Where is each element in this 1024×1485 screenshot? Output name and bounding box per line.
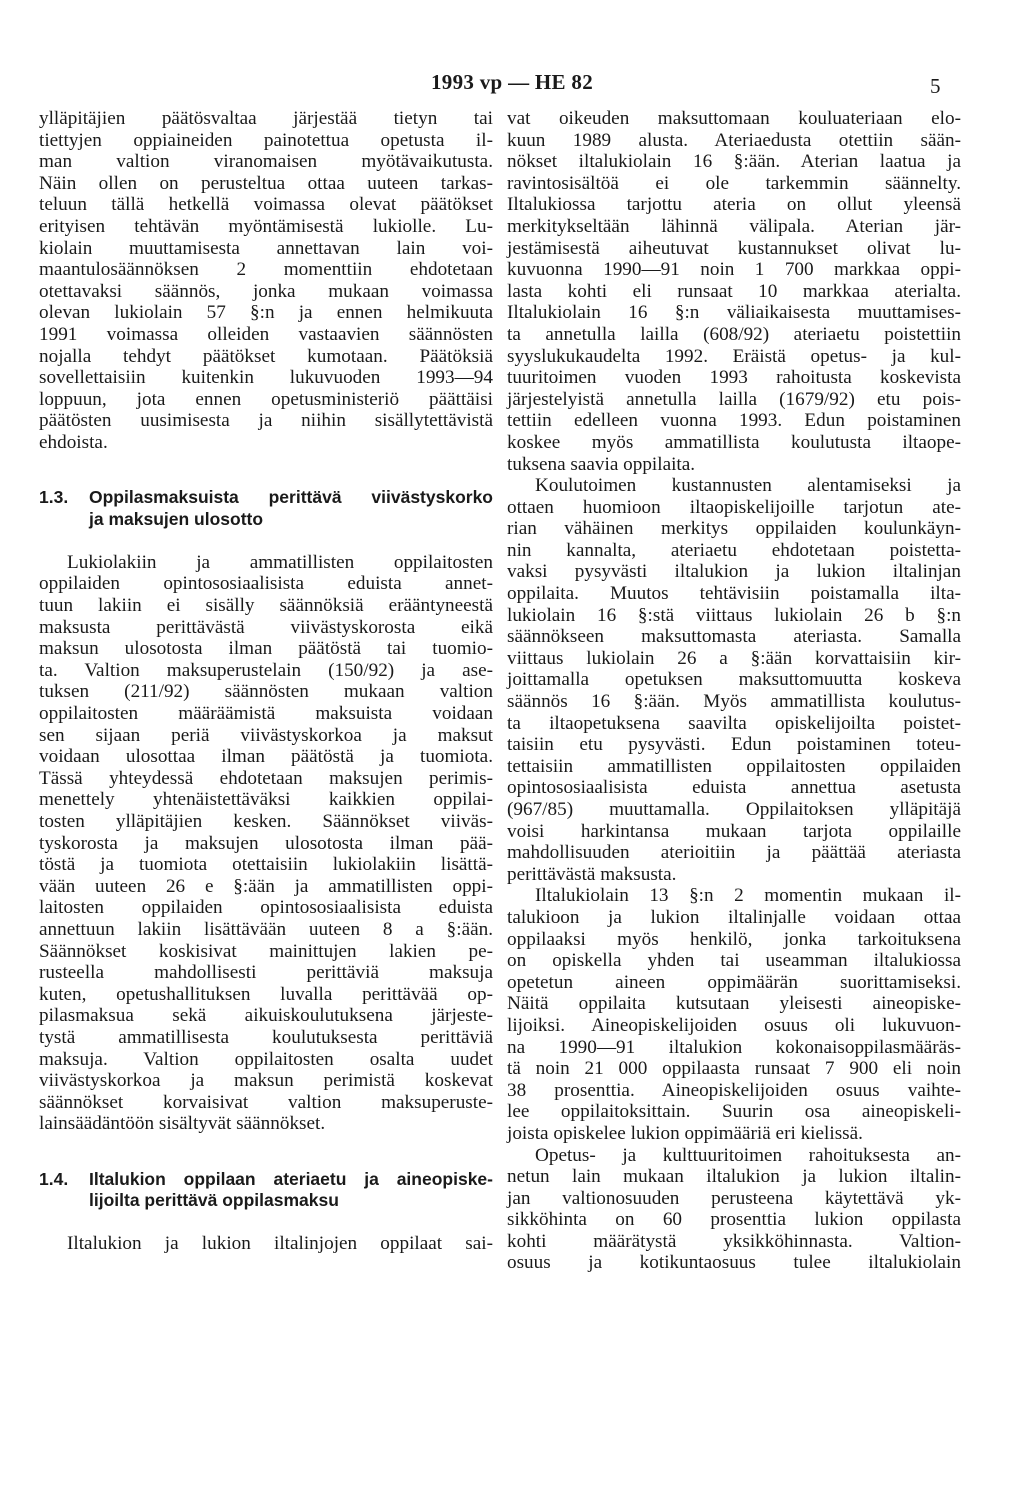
- section-number: 1.3.: [39, 487, 69, 508]
- section-title-line: Oppilasmaksuista perittävä viivästyskorko: [89, 487, 493, 508]
- text-line: Säännökset koskisivat mainittujen lakien pe-: [39, 940, 493, 962]
- text-line: säännös 16 §:ään. Myös ammatillista koulutus-: [507, 691, 961, 713]
- text-line: tuksena saavia oppilaita.: [507, 453, 696, 475]
- text-line: maksusta perittävästä viivästyskorosta eikä: [39, 616, 493, 638]
- text-line: (967/85) muuttamalla. Oppilaitoksen ylläpitäjä: [507, 799, 961, 820]
- text-line: maantulosäännöksen 2 momenttiin ehdotetaan: [39, 259, 493, 281]
- text-line: Opetus- ja kulttuuritoimen rahoituksesta an-: [535, 1144, 961, 1166]
- text-line: kuvuonna 1990—91 noin 1 700 markkaa oppi-: [507, 259, 961, 281]
- left-column: [39, 108, 493, 1255]
- left-paragraph-3: [39, 1233, 493, 1255]
- text-line: ehdoista.: [39, 431, 108, 453]
- text-line: Näin ollen on perusteltua ottaa uuteen tarkas-: [39, 172, 493, 194]
- text-line: tiettyjen oppiaineiden painotettua opetusta il-: [39, 129, 493, 151]
- text-line: ta annetulla lailla (608/92) ateriaetu poistettiin: [507, 323, 961, 345]
- text-line: mahdollisuuden aterioitiin ja päättää ateriasta: [507, 842, 961, 864]
- text-line: talukioon ja lukion iltalinjalle voidaan ottaa: [507, 906, 961, 928]
- text-line: on opiskella yhden tai useamman iltalukiossa: [507, 950, 961, 972]
- text-line: nojalla tehdyt päätökset kumotaan. Päätöksiä: [39, 345, 493, 367]
- text-line: kohti määrätystä yksikköhinnasta. Valtion-: [507, 1230, 961, 1252]
- text-line: tystä ammatillisesta koulutuksesta perittäviä: [39, 1026, 493, 1048]
- section-heading-1-3: [39, 487, 493, 530]
- text-line: kuten, opetushallituksen luvalla perittävää op-: [39, 983, 493, 1005]
- left-paragraph-1: [39, 108, 493, 454]
- text-line: laitosten oppilaiden opintososiaalisista eduista: [39, 897, 493, 919]
- right-paragraph-1: [507, 108, 961, 475]
- text-line: sikköhinta on 60 prosenttia lukion oppilasta: [507, 1209, 961, 1231]
- text-line: Lukiolakiin ja ammatillisten oppilaitosten: [67, 551, 493, 573]
- text-line: koskee myös ammatillista koulutusta iltaope-: [507, 431, 961, 453]
- text-line: syyslukukaudelta 1992. Eräistä opetus- ja kul-: [507, 345, 961, 367]
- text-line: tuun lakiin ei sisälly säännöksiä erääntyneestä: [39, 595, 493, 617]
- text-line: viittaus lukiolain 26 a §:ään korvattaisiin kir-: [507, 647, 961, 669]
- right-paragraph-3: [507, 885, 961, 1144]
- text-line: kiolain muuttamisesta annettavan lain voi-: [39, 237, 493, 259]
- text-line: vaksi pysyvästi iltalukion ja lukion iltalinjan: [507, 561, 961, 583]
- text-line: ylläpitäjien päätösvaltaa järjestää tietyn tai: [39, 108, 493, 129]
- text-line: päätösten uusimisesta ja niihin sisällytettävistä: [39, 410, 493, 432]
- text-line: tosten ylläpitäjien kesken. Säännökset viiväs-: [39, 811, 493, 832]
- page-number: 5: [930, 74, 941, 98]
- text-line: lijoiksi. Aineopiskelijoiden osuus oli lukuvuon-: [507, 1014, 961, 1036]
- text-line: tuksen (211/92) säännösten mukaan valtion: [39, 681, 493, 703]
- text-line: lee oppilaitoksittain. Suurin osa aineopiskeli-: [507, 1101, 961, 1123]
- text-line: jestämisestä aiheutuvat kustannukset olivat lu-: [507, 237, 961, 259]
- text-line: ta. Valtion maksuperustelain (150/92) ja ase-: [39, 659, 493, 681]
- right-column: [507, 108, 961, 1274]
- text-line: joista opiskelee lukion oppimääriä eri kielissä.: [507, 1122, 863, 1144]
- text-line: lukiolain 16 §:stä viittaus lukiolain 26 b §:n: [507, 604, 961, 626]
- text-line: taisiin etu pysyvästi. Edun poistaminen toteu-: [507, 734, 961, 756]
- text-line: töstä ja tuomiota otettaisiin lukiolakiin lisättä-: [39, 854, 493, 876]
- text-line: Iltalukiossa tarjottu ateria on ollut yleensä: [507, 194, 961, 216]
- text-line: man valtion viranomaisen myötävaikutusta.: [39, 151, 493, 173]
- left-paragraph-2: [39, 552, 493, 1135]
- text-line: jan valtionosuuden perusteena käytettävä yk-: [507, 1187, 961, 1209]
- text-line: menettely yhtenäistettäväksi kaikkien oppilai-: [39, 789, 493, 811]
- text-line: 1991 voimassa olleiden vastaavien säännösten: [39, 323, 493, 345]
- text-line: Iltalukiolain 13 §:n 2 momentin mukaan il-: [535, 885, 961, 907]
- text-line: erityisen tehtävän myöntämisestä lukiolle. Lu-: [39, 215, 493, 237]
- text-line: nökset iltalukiolain 16 §:ään. Aterian laatua ja: [507, 151, 961, 173]
- text-line: oppilaaksi myös henkilö, jonka tarkoituksena: [507, 928, 961, 950]
- section-title-line: lijoilta perittävä oppilasmaksu: [89, 1190, 339, 1211]
- text-line: nin kannalta, ateriaetu ehdotetaan poistetta-: [507, 539, 961, 561]
- text-line: oppilaiden opintososiaalisista eduista annet-: [39, 573, 493, 595]
- text-line: rian vähäinen merkitys oppilaiden koulunkäyn-: [507, 518, 961, 540]
- text-line: Iltalukiolain 16 §:n väliaikaisesta muuttamises-: [507, 302, 961, 324]
- text-line: lasta kohti eli runsaat 10 markkaa aterialta.: [507, 280, 961, 302]
- text-line: na 1990—91 iltalukion kokonaisoppilasmääräs-: [507, 1036, 961, 1058]
- text-line: 38 prosenttia. Aineopiskelijoiden osuus vaihte-: [507, 1079, 961, 1101]
- document-reference: 1993 vp — HE 82: [430, 70, 594, 94]
- text-line: vat oikeuden maksuttomaan kouluateriaan elo-: [507, 108, 961, 129]
- section-title-line: ja maksujen ulosotto: [89, 508, 264, 529]
- text-line: oppilaitosten määräämistä maksuista voidaan: [39, 703, 493, 725]
- text-line: voidaan ulosottaa ilman päätöstä ja tuomiota.: [39, 746, 493, 768]
- text-line: maksuja. Valtion oppilaitosten osalta uudet: [39, 1048, 493, 1070]
- right-paragraph-2: [507, 475, 961, 885]
- text-line: säännökset korvaisivat valtion maksuperuste-: [39, 1091, 493, 1113]
- section-title-line: Iltalukion oppilaan ateriaetu ja aineopiske-: [89, 1168, 493, 1189]
- text-line: säännökseen maksuttomasta ateriasta. Samalla: [507, 626, 961, 648]
- text-line: Koulutoimen kustannusten alentamiseksi ja: [535, 475, 961, 497]
- text-line: tuuritoimen vuoden 1993 rahoitusta koskevista: [507, 367, 961, 389]
- text-line: Iltalukion ja lukion iltalinjojen oppilaat sai-: [67, 1233, 493, 1255]
- section-heading-1-4: [39, 1169, 493, 1212]
- text-line: sovellettaisiin kuitenkin lukuvuoden 1993—94: [39, 367, 493, 389]
- text-line: annettuun lakiin lisättävään uuteen 8 a §:ään.: [39, 918, 493, 940]
- text-line: netun lain mukaan iltalukion ja lukion iltalin-: [507, 1166, 961, 1188]
- text-line: pilasmaksua sekä aikuiskoulutuksena järjeste-: [39, 1005, 493, 1027]
- text-line: maksun ulosotosta ilman päätöstä tai tuomio-: [39, 638, 493, 660]
- right-paragraph-4: [507, 1145, 961, 1275]
- text-line: ottaen huomioon iltaopiskelijoille tarjotun ate-: [507, 496, 961, 518]
- text-line: ta iltaopetuksena saavilta opiskelijoilta poistet-: [507, 712, 961, 734]
- text-line: opetetun aineen oppimäärän suorittamiseksi.: [507, 971, 961, 993]
- text-line: merkitykseltään lähinnä välipala. Aterian jär-: [507, 215, 961, 237]
- text-line: tyskorosta ja maksujen ulosotosta ilman pää-: [39, 832, 493, 854]
- text-line: Tässä yhteydessä ehdotetaan maksujen perimis-: [39, 767, 493, 789]
- text-line: Näitä oppilaita kutsutaan yleisesti aineopiske-: [507, 993, 961, 1015]
- text-line: sen sijaan periä viivästyskorkoa ja maksut: [39, 724, 493, 746]
- text-line: vään uuteen 26 e §:ään ja ammatillisten oppi-: [39, 875, 493, 897]
- text-line: opintososiaalisista eduista annettua asetusta: [507, 777, 961, 799]
- text-line: ravintosisältöä ei ole tarkemmin säännelty.: [507, 172, 961, 194]
- text-line: viivästyskorkoa ja maksun perimistä koskevat: [39, 1070, 493, 1092]
- text-line: osuus ja kotikuntaosuus tulee iltalukiolain: [507, 1252, 961, 1274]
- text-line: tettaisiin ammatillisten oppilaitosten oppilaiden: [507, 755, 961, 777]
- text-line: olevan lukiolain 57 §:n ja ennen helmikuuta: [39, 302, 493, 324]
- text-line: lainsäädäntöön sisältyvät säännökset.: [39, 1113, 326, 1135]
- text-line: joittamalla opetuksen maksuttomuutta koskeva: [507, 669, 961, 691]
- text-line: tettiin edelleen vuonna 1993. Edun poistaminen: [507, 410, 961, 432]
- page-header: [0, 70, 1024, 100]
- text-line: teluun tällä hetkellä voimassa olevat päätökset: [39, 194, 493, 216]
- text-line: loppuun, jota ennen opetusministeriö päättäisi: [39, 388, 493, 410]
- text-line: voisi harkintansa mukaan tarjota oppilaille: [507, 820, 961, 842]
- section-number: 1.4.: [39, 1168, 69, 1189]
- text-line: perittävästä maksusta.: [507, 863, 677, 885]
- text-line: järjestelyistä annetulla lailla (1679/92) etu pois-: [507, 388, 961, 410]
- text-line: tä noin 21 000 oppilaasta runsaat 7 900 eli noin: [507, 1058, 961, 1080]
- text-line: otettavaksi säännös, jonka mukaan voimassa: [39, 280, 493, 302]
- text-line: rusteella mahdollisesti perittäviä maksuja: [39, 962, 493, 984]
- text-line: kuun 1989 alusta. Ateriaedusta otettiin sään-: [507, 129, 961, 151]
- text-line: oppilaita. Muutos tehtävisiin poistamalla ilta-: [507, 583, 961, 605]
